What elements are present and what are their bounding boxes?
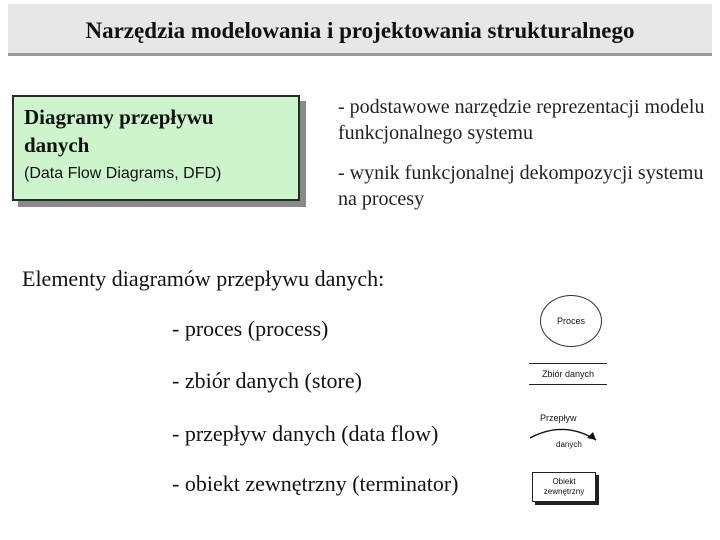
terminator-symbol <box>532 472 596 502</box>
description-1: - podstawowe narzędzie reprezentacji modelu funkcjonalnego systemu <box>338 96 705 144</box>
box-subtitle: (Data Flow Diagrams, DFD) <box>24 165 222 182</box>
element-terminator-label: - obiekt zewnętrzny (terminator) <box>172 471 459 496</box>
box-title: Diagramy przepływu danych <box>24 105 214 157</box>
process-symbol-text: Proces <box>556 316 585 326</box>
dataflow-symbol-text-top: Przepływ <box>540 413 577 423</box>
store-symbol <box>529 363 607 385</box>
element-process-label: - proces (process) <box>172 316 329 341</box>
element-store-label: - zbiór danych (store) <box>172 368 362 393</box>
dataflow-symbol-text-bottom: danych <box>556 440 582 449</box>
slide-title: Narzędzia modelowania i projektowania strukturalnego <box>85 18 635 43</box>
terminator-symbol-text: Obiekt zewnętrzny <box>543 477 585 496</box>
title-bar <box>8 4 712 56</box>
dfd-definition-box <box>12 95 300 201</box>
process-symbol <box>540 295 602 347</box>
elements-heading: Elementy diagramów przepływu danych: <box>22 266 385 291</box>
element-dataflow-label: - przepływ danych (data flow) <box>172 421 439 446</box>
store-symbol-text: Zbiór danych <box>541 369 595 379</box>
description-2: - wynik funkcjonalnej dekompozycji systemu na procesy <box>338 162 704 210</box>
